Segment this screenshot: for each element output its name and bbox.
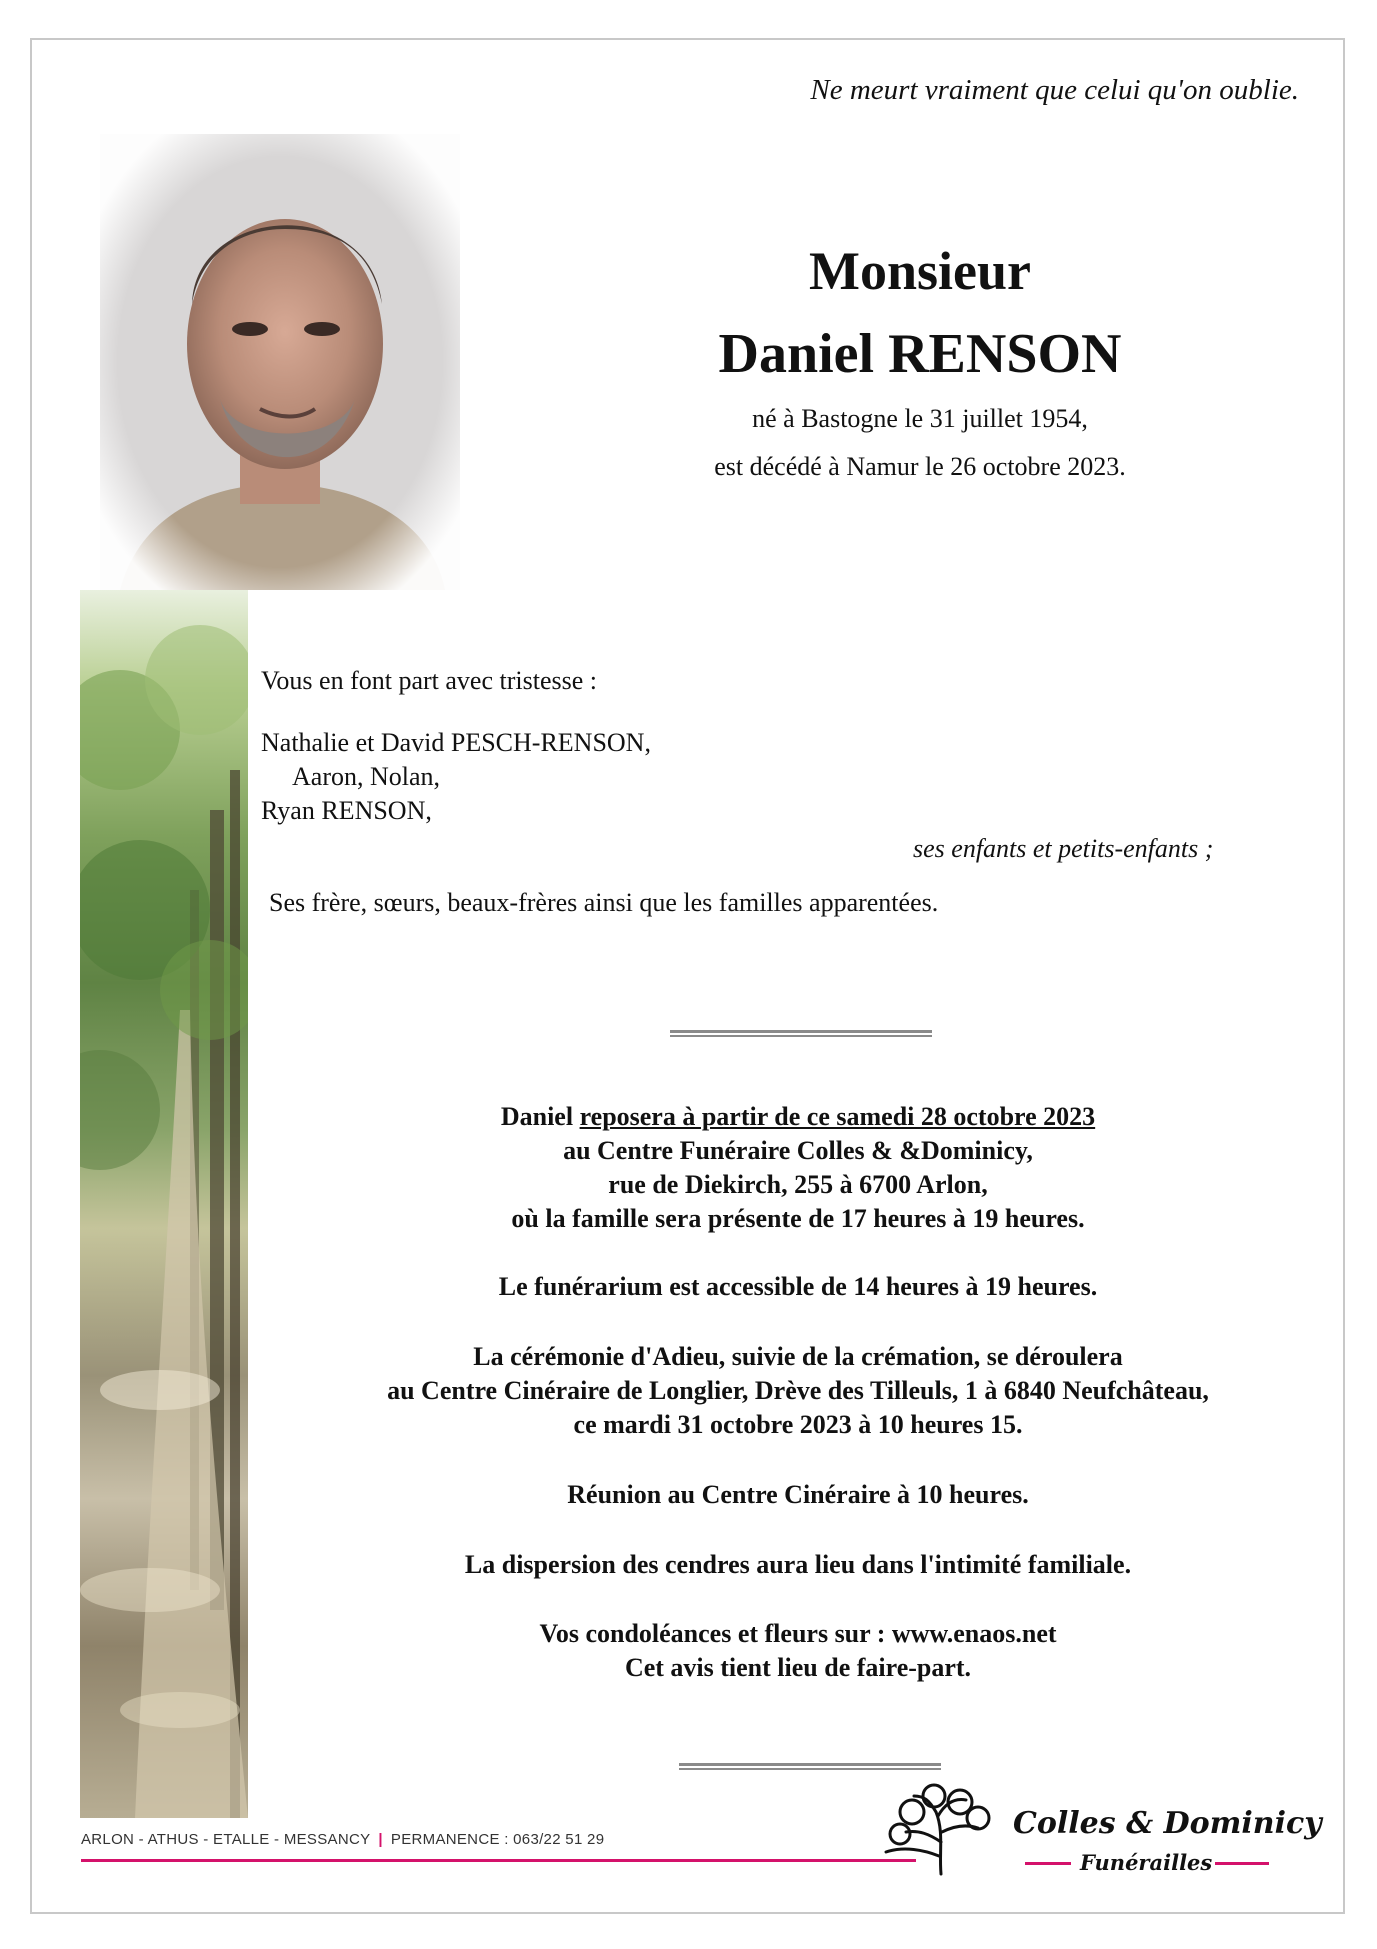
epitaph-quote: Ne meurt vraiment que celui qu'on oublie. <box>810 74 1299 106</box>
honorific: Monsieur <box>809 241 1031 301</box>
ceremony-line-1: La cérémonie d'Adieu, suivie de la crémation, se déroulera <box>473 1342 1123 1371</box>
family-line-children: Nathalie et David PESCH-RENSON, <box>261 728 651 757</box>
divider-bottom <box>679 1763 941 1770</box>
visitation-place: au Centre Funéraire Colles & &Dominicy, <box>563 1136 1033 1165</box>
footer-permanence: PERMANENCE : 063/22 51 29 <box>390 1831 605 1848</box>
ceremony-line-3: ce mardi 31 octobre 2023 à 10 heures 15. <box>573 1410 1023 1439</box>
meeting-info: Réunion au Centre Cinéraire à 10 heures. <box>567 1480 1029 1509</box>
tree-logo-icon <box>884 1782 998 1876</box>
footer-locations: ARLON - ATHUS - ETALLE - MESSANCY <box>81 1831 371 1848</box>
divider-top <box>670 1030 932 1037</box>
family-intro: Vous en font part avec tristesse : <box>261 666 597 695</box>
notice-line: Cet avis tient lieu de faire-part. <box>624 1653 972 1682</box>
condolences-block <box>248 1617 1348 1685</box>
ashes-info: La dispersion des cendres aura lieu dans l'intimité familiale. <box>464 1550 1132 1579</box>
footer-contact <box>81 1831 604 1848</box>
family-relation: ses enfants et petits-enfants ; <box>913 834 1214 863</box>
visitation-hours: où la famille sera présente de 17 heures à 19 heures. <box>511 1204 1085 1233</box>
portrait-photo <box>100 134 460 590</box>
footer-accent-line-left <box>81 1859 916 1862</box>
brand-underline-left <box>1025 1862 1071 1865</box>
ceremony-line-2: au Centre Cinéraire de Longlier, Drève des Tilleuls, 1 à 6840 Neufchâteau, <box>387 1376 1209 1405</box>
family-line-grandchildren: Aaron, Nolan, <box>292 762 441 791</box>
brand-underline-right <box>1215 1862 1269 1865</box>
condolences-line: Vos condoléances et fleurs sur : www.enaos.net <box>539 1619 1057 1648</box>
arrangement-visitation <box>248 1100 1348 1236</box>
birth-info: né à Bastogne le 31 juillet 1954, <box>752 404 1088 433</box>
forest-path-banner <box>80 590 248 1818</box>
visitation-date: reposera à partir de ce samedi 28 octobre 2023 <box>579 1102 1096 1131</box>
funerarium-hours: Le funérarium est accessible de 14 heures à 19 heures. <box>498 1272 1098 1301</box>
visitation-address: rue de Diekirch, 255 à 6700 Arlon, <box>608 1170 988 1199</box>
visitation-name: Daniel <box>500 1102 574 1131</box>
brand-subtitle: Funérailles <box>1080 1850 1213 1875</box>
family-line-son: Ryan RENSON, <box>261 796 432 825</box>
family-others: Ses frère, sœurs, beaux-frères ainsi que les familles apparentées. <box>269 888 939 917</box>
footer-separator: | <box>378 1831 383 1848</box>
brand-name: Colles & Dominicy <box>1013 1806 1322 1841</box>
death-info: est décédé à Namur le 26 octobre 2023. <box>714 452 1126 481</box>
arrangement-ceremony <box>248 1340 1348 1442</box>
deceased-name: Daniel RENSON <box>718 323 1122 385</box>
